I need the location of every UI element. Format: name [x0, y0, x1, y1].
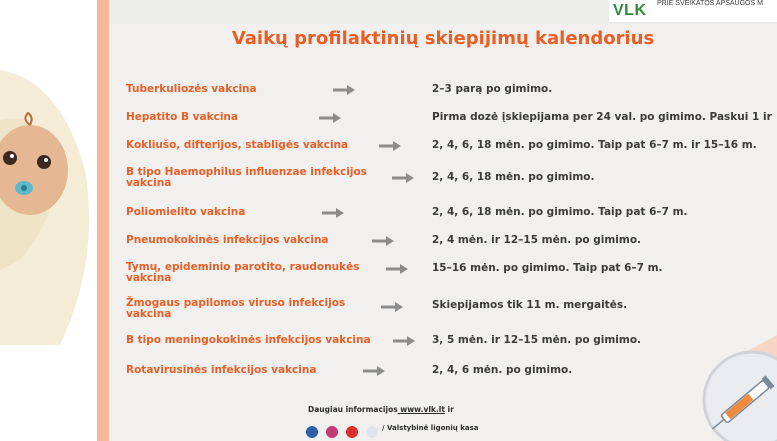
- vaccine-name: Žmogaus papilomos viruso infekcijos vakcina: [126, 297, 346, 320]
- footer-info-suffix: ir: [444, 405, 454, 414]
- vaccine-timing: 2, 4, 6 mėn. po gimimo.: [432, 364, 573, 376]
- baby-illustration: [0, 60, 110, 350]
- footer-organization: / Valstybinė ligonių kasa: [382, 424, 479, 432]
- footer-info: [308, 405, 454, 414]
- vaccine-timing: Skiepijamos tik 11 m. mergaitės.: [432, 299, 628, 311]
- vaccine-name: Tuberkuliozės vakcina: [126, 83, 257, 95]
- vaccine-name: Hepatito B vakcina: [126, 111, 238, 123]
- arrow-right-icon: [379, 141, 401, 151]
- social-icons: [306, 421, 381, 435]
- vaccine-name: Poliomielito vakcina: [126, 206, 246, 218]
- vaccine-name: Pneumokokinės infekcijos vakcina: [126, 234, 329, 246]
- arrow-right-icon: [363, 366, 385, 376]
- arrow-right-icon: [372, 236, 394, 246]
- arrow-right-icon: [322, 208, 344, 218]
- vaccine-timing: Pirma dozė įskiepijama per 24 val. po gimimo. Paskui 1 ir: [432, 111, 772, 123]
- page-title: Vaikų profilaktinių skiepijimų kalendorius: [231, 28, 655, 49]
- arrow-right-icon: [381, 302, 403, 312]
- vaccine-timing: 15–16 mėn. po gimimo. Taip pat 6–7 m.: [432, 262, 663, 274]
- vaccine-name: Tymų, epideminio parotito, raudonukės vakcina: [126, 261, 360, 284]
- arrow-right-icon: [333, 85, 355, 95]
- syringe-icon: [692, 325, 777, 441]
- vaccine-name: Kokliušo, difterijos, stabligės vakcina: [126, 139, 349, 151]
- vaccine-timing: 3, 5 mėn. ir 12–15 mėn. po gimimo.: [432, 334, 642, 346]
- logo-text: VLK: [613, 2, 647, 19]
- vaccine-timing: 2, 4 mėn. ir 12–15 mėn. po gimimo.: [432, 234, 642, 246]
- flickr-icon[interactable]: [366, 426, 378, 438]
- youtube-icon[interactable]: [346, 426, 358, 438]
- vaccine-timing: 2–3 parą po gimimo.: [432, 83, 553, 95]
- logo-subtitle: PRIE SVEIKATOS APSAUGOS M: [657, 0, 763, 7]
- arrow-right-icon: [386, 264, 408, 274]
- vlk-website-link[interactable]: www.vlk.lt: [397, 405, 445, 414]
- vaccine-timing: 2, 4, 6, 18 mėn. po gimimo. Taip pat 6–7 m. ir 15–16 m.: [432, 139, 757, 151]
- arrow-right-icon: [393, 336, 415, 346]
- arrow-right-icon: [319, 113, 341, 123]
- facebook-icon[interactable]: [306, 426, 318, 438]
- vlk-logo: [609, 0, 777, 22]
- vaccine-name: B tipo Haemophilus influenzae infekcijos vakcina: [126, 166, 367, 189]
- instagram-icon[interactable]: [326, 426, 338, 438]
- vaccine-name: Rotavirusinės infekcijos vakcina: [126, 364, 317, 376]
- vaccine-name: B tipo meningokokinės infekcijos vakcina: [126, 334, 371, 346]
- vaccine-timing: 2, 4, 6, 18 mėn. po gimimo.: [432, 171, 595, 183]
- footer-info-prefix: Daugiau informacijos: [308, 405, 398, 414]
- vaccine-timing: 2, 4, 6, 18 mėn. po gimimo. Taip pat 6–7 m.: [432, 206, 688, 218]
- arrow-right-icon: [392, 173, 414, 183]
